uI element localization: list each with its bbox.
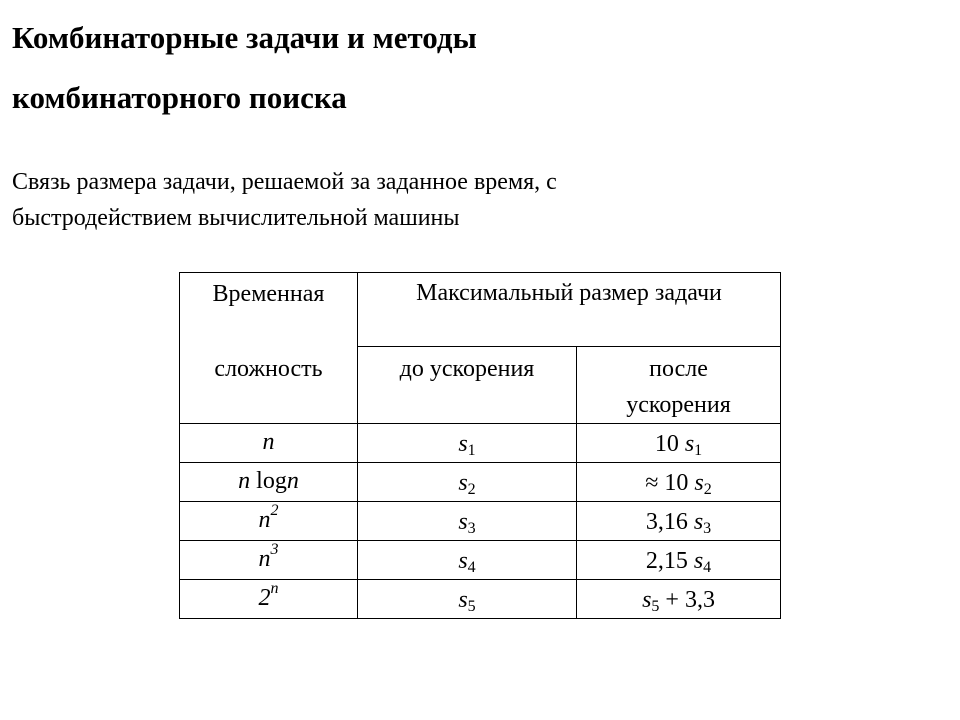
header-complexity-line-1: Временная — [212, 281, 325, 307]
after-cell — [577, 580, 781, 619]
after-prefix: 10 — [654, 431, 685, 457]
complexity-base: 2 — [258, 585, 271, 611]
complexity-base: n — [258, 507, 271, 533]
complexity-base: n — [262, 429, 275, 455]
table-row — [180, 541, 781, 580]
complexity-arg: n — [286, 468, 299, 494]
header-complexity — [180, 273, 358, 424]
after-cell — [577, 541, 781, 580]
subtitle — [12, 164, 912, 236]
before-cell — [358, 541, 577, 580]
after-suffix: + 3,3 — [659, 587, 715, 613]
after-cell — [577, 502, 781, 541]
after-index: 5 — [651, 598, 660, 615]
after-index: 3 — [703, 520, 712, 537]
before-cell — [358, 463, 577, 502]
complexity-exponent: 3 — [270, 541, 279, 558]
before-var: s — [458, 431, 468, 457]
header-complexity-line-2: сложность — [214, 356, 323, 382]
before-index: 4 — [467, 559, 476, 576]
title-line-2: комбинаторного поиска — [12, 80, 347, 115]
table-row — [180, 424, 781, 463]
page-title — [12, 8, 912, 128]
before-cell — [358, 580, 577, 619]
header-after — [577, 347, 781, 424]
before-index: 3 — [467, 520, 476, 537]
before-var: s — [458, 548, 468, 574]
before-index: 5 — [467, 598, 476, 615]
before-cell — [358, 424, 577, 463]
after-var: s — [693, 509, 704, 535]
header-after-label: после ускорения — [626, 356, 731, 418]
table-row — [180, 463, 781, 502]
before-var: s — [458, 470, 468, 496]
header-max-size — [358, 273, 781, 347]
complexity-exponent: 2 — [270, 502, 279, 519]
after-prefix: 3,16 — [645, 509, 694, 535]
complexity-cell — [180, 502, 358, 541]
subtitle-line-2: быстродействием вычислительной машины — [12, 205, 460, 231]
header-before — [358, 347, 577, 424]
before-index: 2 — [467, 481, 476, 498]
complexity-cell — [180, 580, 358, 619]
after-var: s — [693, 548, 704, 574]
after-prefix: ≈ 10 — [645, 470, 695, 496]
subtitle-line-1: Связь размера задачи, решаемой за заданное время, с — [12, 169, 557, 195]
after-index: 1 — [694, 442, 703, 459]
after-index: 2 — [703, 481, 712, 498]
after-prefix: 2,15 — [645, 548, 694, 574]
after-index: 4 — [703, 559, 712, 576]
before-cell — [358, 502, 577, 541]
complexity-table — [179, 272, 781, 619]
before-var: s — [458, 587, 468, 613]
after-var: s — [694, 470, 704, 496]
before-index: 1 — [467, 442, 476, 459]
after-var: s — [642, 587, 652, 613]
after-var: s — [684, 431, 695, 457]
complexity-base: n — [258, 546, 271, 572]
complexity-cell — [180, 463, 358, 502]
table-row — [180, 502, 781, 541]
after-cell — [577, 463, 781, 502]
header-before-label: до ускорения — [399, 356, 535, 382]
complexity-func: log — [250, 468, 287, 494]
complexity-exponent: n — [270, 580, 279, 597]
title-line-1: Комбинаторные задачи и методы — [12, 20, 477, 55]
complexity-base: n — [238, 468, 251, 494]
table-row — [180, 580, 781, 619]
header-max-size-label: Максимальный размер задачи — [416, 280, 722, 306]
after-cell — [577, 424, 781, 463]
before-var: s — [458, 509, 468, 535]
complexity-cell — [180, 541, 358, 580]
complexity-cell — [180, 424, 358, 463]
